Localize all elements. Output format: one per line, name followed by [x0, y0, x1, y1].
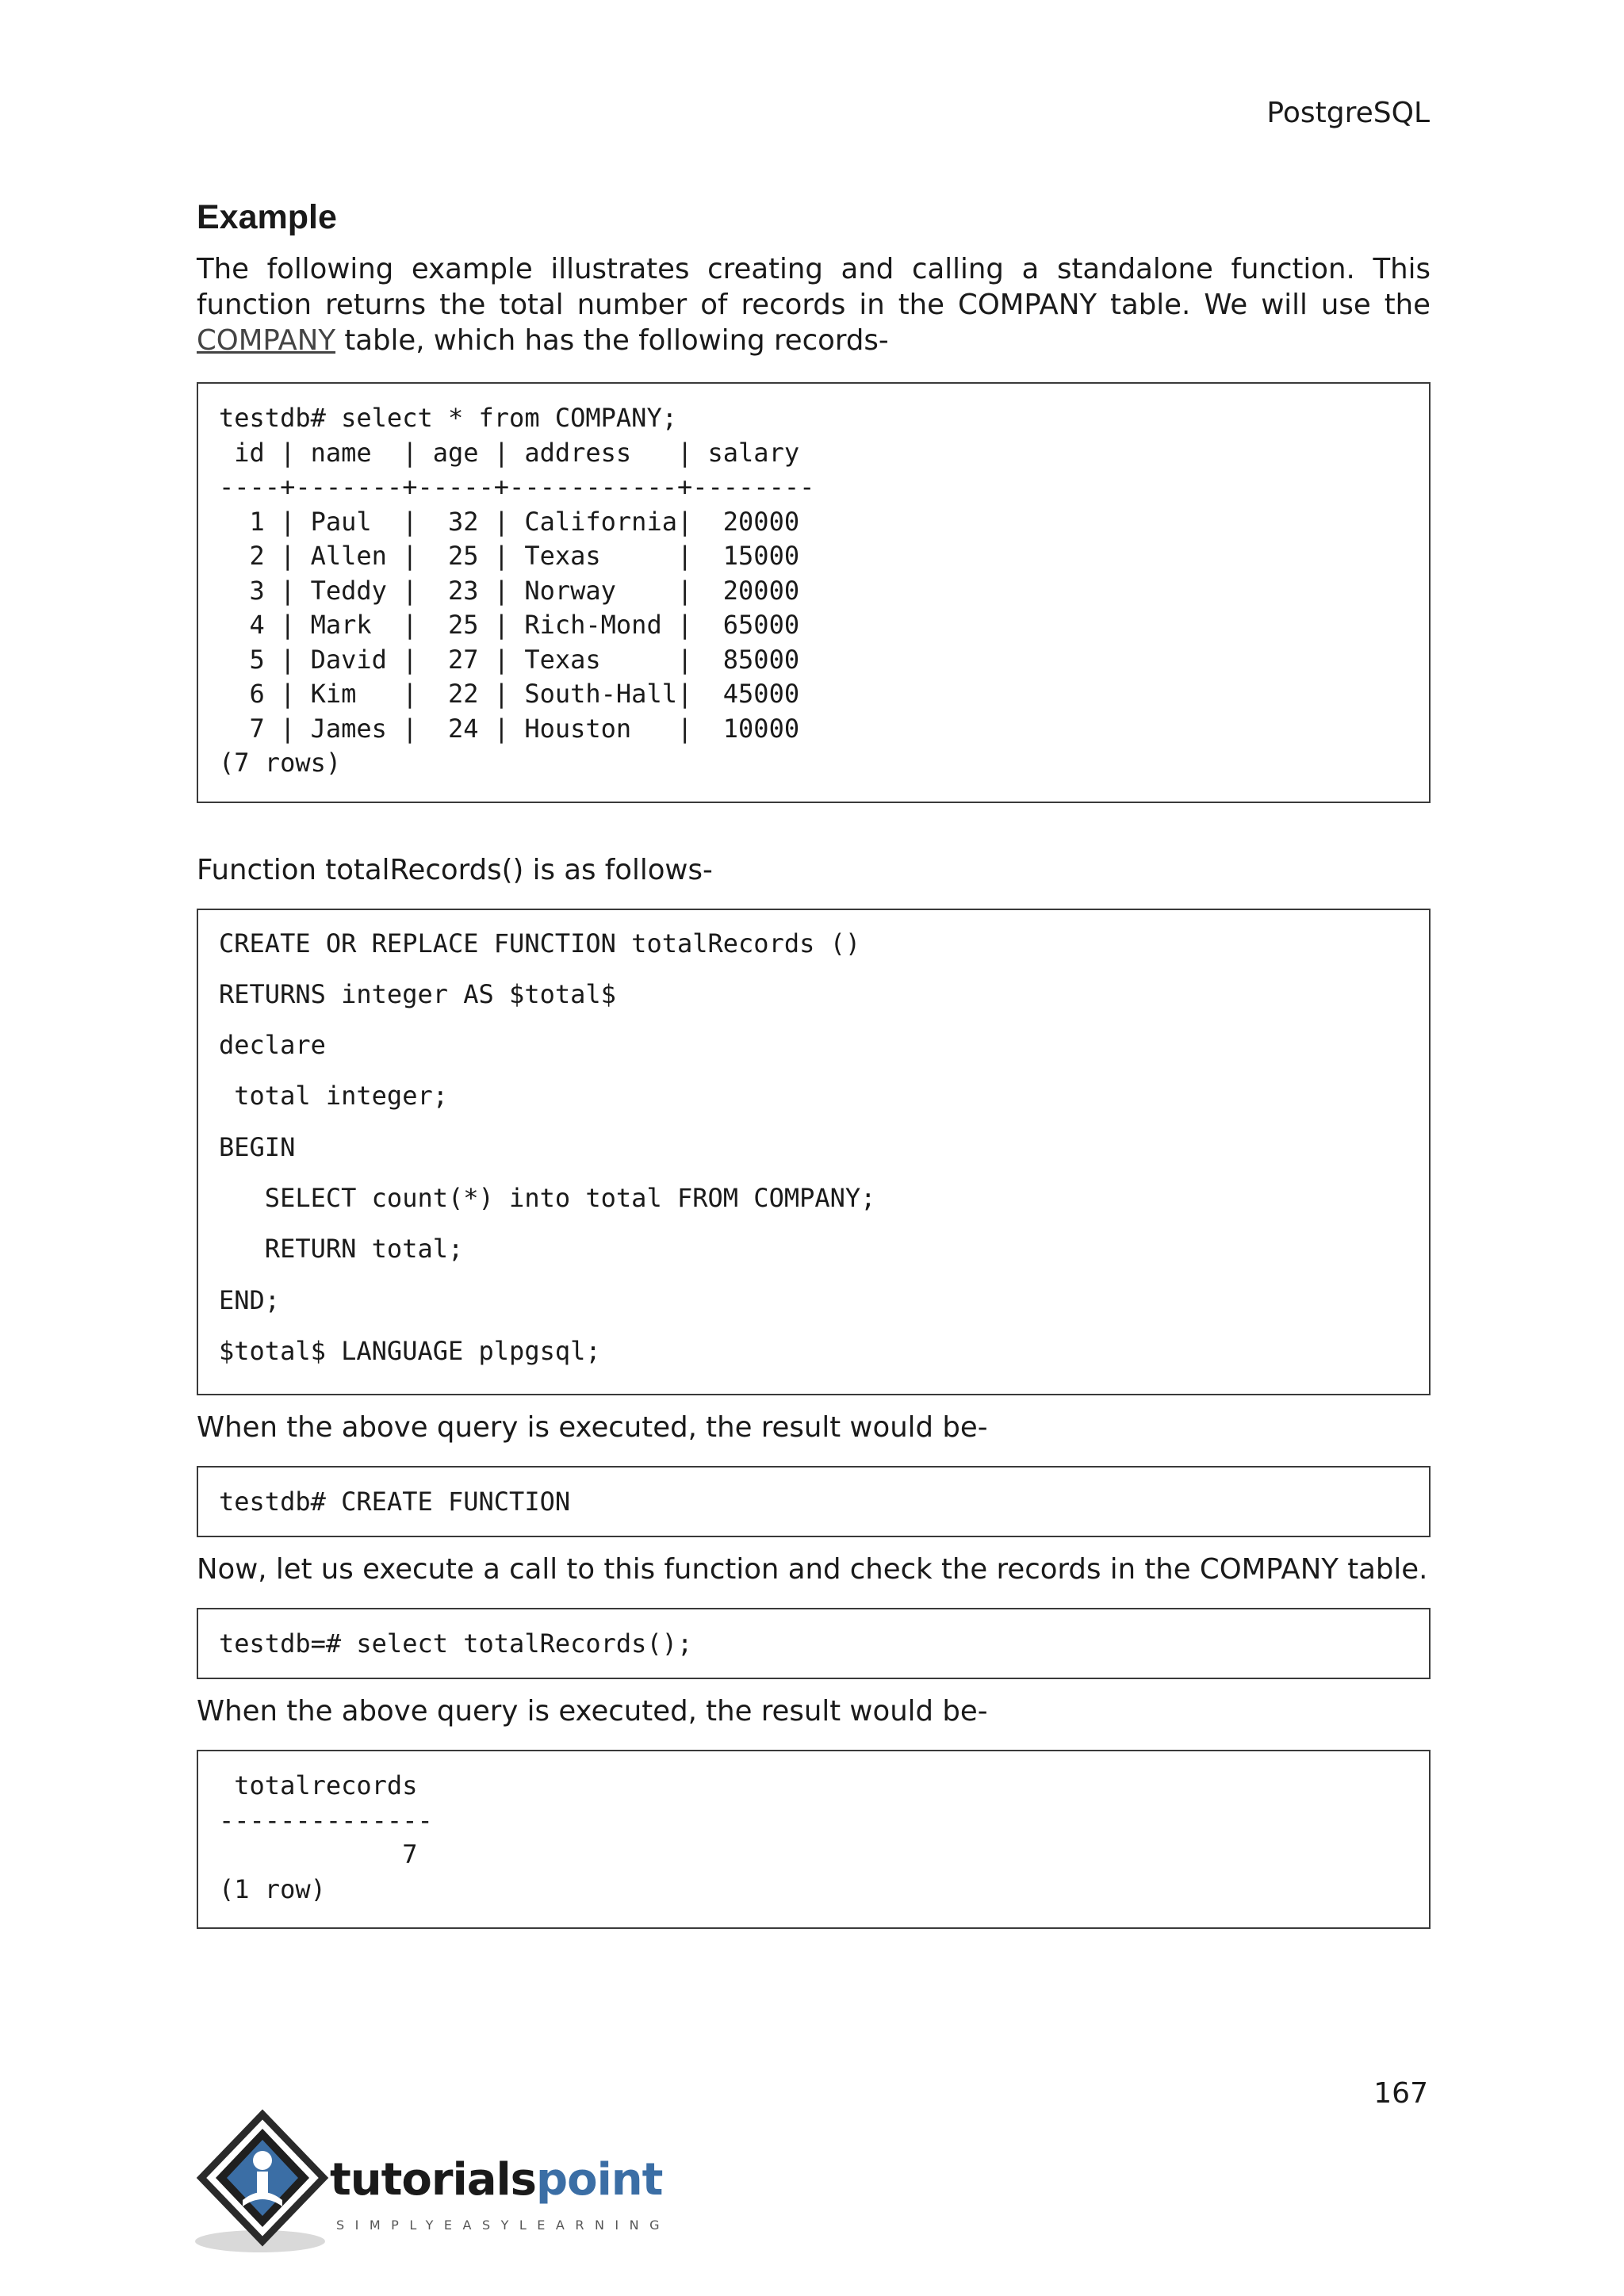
- result-intro-1: When the above query is executed, the result would be-: [197, 1411, 988, 1445]
- running-header: PostgreSQL: [1266, 97, 1430, 129]
- create-result-box: [197, 1466, 1431, 1537]
- company-table-link[interactable]: COMPANY: [197, 324, 336, 357]
- logo-wordmark: [330, 2154, 662, 2206]
- function-intro: Function totalRecords() is as follows-: [197, 853, 713, 886]
- call-query-box: [197, 1608, 1431, 1679]
- intro-paragraph: [197, 251, 1431, 358]
- code-line: CREATE OR REPLACE FUNCTION totalRecords (): [219, 928, 861, 959]
- create-result-code: testdb# CREATE FUNCTION: [219, 1487, 571, 1517]
- code-line: $total$ LANGUAGE plpgsql;: [219, 1335, 601, 1366]
- result-intro-2: When the above query is executed, the result would be-: [197, 1695, 988, 1728]
- intro-text-part1: The following example illustrates creating and calling a standalone function. This function returns the total number of records in the COMPANY table. We will use the: [197, 253, 1431, 321]
- function-code: [198, 910, 1429, 1395]
- page-number: 167: [1373, 2077, 1428, 2110]
- code-line: END;: [219, 1284, 281, 1315]
- tutorialspoint-logo: [195, 2105, 671, 2263]
- code-line: total integer;: [219, 1081, 448, 1112]
- code-line: SELECT count(*) into total FROM COMPANY;: [219, 1182, 876, 1213]
- logo-word-dark: tutorials: [330, 2154, 537, 2206]
- intro-text-part2: table, which has the following records-: [335, 324, 889, 357]
- call-intro: Now, let us execute a call to this function and check the records in the COMPANY table.: [197, 1553, 1428, 1586]
- function-code-box: [197, 909, 1431, 1396]
- company-query-box: [197, 382, 1431, 803]
- logo-word-accent: point: [536, 2154, 663, 2206]
- code-line: BEGIN: [219, 1131, 296, 1162]
- company-query-code: testdb# select * from COMPANY; id | name | age | address | salary ----+-------+-----+-----------+-------- 1 | Paul | 32 | California| 20000 2 | Allen | 25 | Texas | 15000 3 | Teddy | 23 | Norway | 20000 4 | Mark | 25 | Rich-Mond | 65000 5 | David | 27 | Texas | 85000 6 | Kim | 22 | South-Hall| 45000 7 | James | 24 | Houston | 10000 (7 rows): [219, 403, 815, 778]
- call-result-code: totalrecords -------------- 7 (1 row): [219, 1770, 433, 1904]
- code-line: declare: [219, 1030, 326, 1061]
- code-line: RETURN total;: [219, 1234, 464, 1265]
- call-result-box: [197, 1750, 1431, 1929]
- logo-tagline: SIMPLYEASYLEARNING: [336, 2218, 671, 2233]
- call-query-code: testdb=# select totalRecords();: [219, 1628, 693, 1659]
- page-content: [197, 198, 1431, 1929]
- section-heading: Example: [197, 198, 337, 236]
- code-line: RETURNS integer AS $total$: [219, 978, 616, 1009]
